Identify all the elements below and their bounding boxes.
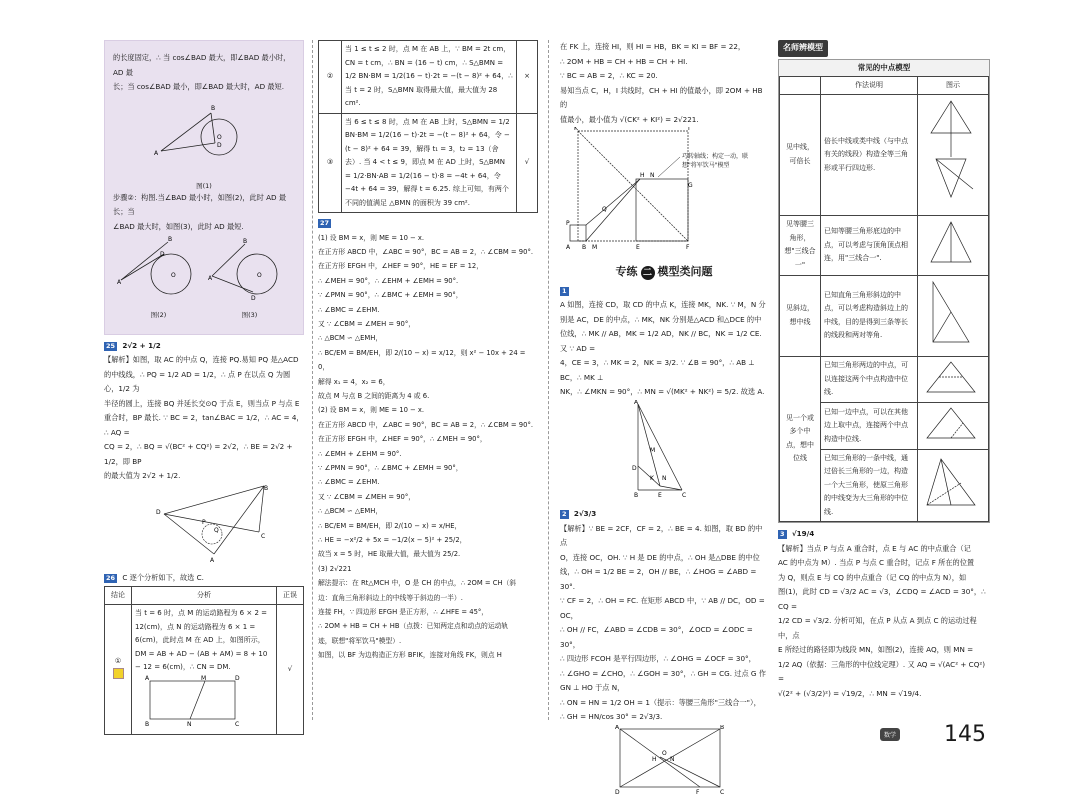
question-number: 27	[320, 219, 330, 227]
svg-text:Q: Q	[602, 206, 607, 213]
svg-text:B: B	[168, 236, 173, 243]
model-name: 见斜边，想中线	[780, 276, 821, 357]
svg-text:O: O	[171, 272, 176, 279]
text-line: ∴ ∠BMC = ∠EHM.	[318, 478, 380, 487]
table-title: 常见的中点模型	[857, 62, 911, 72]
svg-text:B: B	[634, 491, 639, 499]
svg-text:A: A	[615, 724, 620, 731]
text-line: ∵ CF = 2，∴ OH = FC. 在矩形 ABCD 中，∵ AB // DC，OD = OC，	[560, 596, 765, 620]
model-desc: 已知直角三角形斜边的中点，可以考虑构造斜边上的中线，目的是得到三条等长的线段和两对等角.	[821, 276, 918, 357]
answer: √19/4	[791, 529, 815, 538]
svg-text:B: B	[145, 720, 150, 727]
text-line: 值最小，最小值为 √(CK² + KI²) = 2√221.	[560, 114, 699, 124]
figure-note: 巧转轴线；构定一动，联想"将军饮马"模型	[682, 153, 749, 169]
column-divider	[312, 40, 313, 720]
text-line: 1/2 AQ（依据：三角形的中位线定理）. 又 AQ = √(AC² + CQ²) =	[778, 659, 986, 683]
solution-text	[560, 298, 768, 400]
note-icon	[113, 668, 124, 679]
row-mark: ×	[517, 41, 538, 114]
text-line: E 所经过的路径即为线段 MN，如图(2)，连接 AQ，则 MN =	[778, 645, 974, 654]
svg-text:D: D	[217, 141, 222, 149]
svg-text:P: P	[566, 220, 570, 227]
text-line: ∴ ∠BMC = ∠EHM.	[318, 305, 380, 314]
model-table-box	[778, 59, 990, 524]
solution-text	[560, 522, 768, 725]
text-line: ∴ △BCM ∽ △EMH，	[318, 507, 383, 516]
svg-text:E: E	[636, 244, 640, 251]
svg-text:A: A	[154, 149, 159, 157]
text-line: 在正方形 EFGH 中，∠HEF = 90°，∴ ∠MEH = 90°，	[318, 435, 487, 444]
hint-box	[104, 40, 304, 335]
row-mark: √	[277, 605, 304, 735]
text-line: NK，∴ ∠MKN = 90°，∴ MN = √(MK² + NK²) = 5/2. 故选 A.	[560, 387, 765, 396]
text-line: 边：直角三角形斜边上的中线等于斜边的一半）.	[318, 593, 463, 602]
section-number: 二	[641, 266, 655, 280]
section-title	[560, 265, 768, 280]
figure-caption: 图(1)	[196, 181, 212, 190]
table-header: 图示	[918, 76, 989, 95]
table-header: 结论	[105, 586, 132, 605]
section-label: 专练	[615, 264, 638, 278]
text-line: 故当 x = 5 时，HE 取最大值，最大值为 25/2.	[318, 550, 461, 559]
solution-text	[778, 542, 990, 702]
text-line: 的中线线，∴ PQ = 1/2 AD = 1/2，∴ 点 P 在以点 Q 为圆心，1/2 为	[104, 369, 291, 393]
svg-text:O: O	[662, 749, 667, 757]
svg-text:M: M	[650, 446, 656, 454]
text-line: ∴ BC/EM = BM/EH，即 2/(10 − x) = x/12，则 x² − 10x + 24 = 0，	[318, 348, 526, 372]
svg-text:D: D	[160, 251, 165, 258]
text-line: 【解析】当点 P 与点 A 重合时，点 E 与 AC 的中点重合（记	[778, 543, 971, 553]
text-line: 为 Q，则点 E 与 CQ 的中点重合（记 CQ 的中点为 N），如	[778, 572, 967, 582]
column-3	[560, 40, 768, 800]
solution-text	[318, 231, 538, 663]
text-line: 在 FK 上，连接 HI，则 HI = HB，BK = KI = BF = 22，	[560, 42, 746, 51]
svg-text:I: I	[688, 127, 690, 132]
svg-text:N: N	[650, 172, 655, 179]
analysis-table-continued	[318, 40, 538, 213]
text-line: ∴ HE = −x²/2 + 5x = −1/2(x − 5)² + 25/2，	[318, 536, 467, 545]
text-line: ∴ ∠MEH = 90°，∴ ∠EHM + ∠EMH = 90°.	[318, 276, 459, 285]
text-line: 4，CE = 3，∴ MK = 2，NK = 3/2. ∵ ∠B = 90°，∴ AB ⊥ BC，∴ MK ⊥	[560, 358, 755, 382]
column-divider	[548, 40, 549, 720]
table-row	[780, 356, 989, 403]
text-line: 在正方形 ABCD 中，∠ABC = 90°，BC = AB = 2，∴ ∠CBM = 90°.	[318, 420, 533, 429]
text-line: ∴ 四边形 FCOH 是平行四边形，∴ ∠OHG = ∠OCF = 30°，	[560, 654, 756, 663]
table-row	[780, 95, 989, 216]
question-2	[560, 507, 768, 800]
text-line: 1/2 CD = √3/2. 分析可知，在点 P 从点 A 到点 C 的运动过程中，点	[778, 616, 977, 640]
question-3	[778, 527, 990, 701]
text-line: 故点 M 与点 B 之间的距离为 4 或 6.	[318, 391, 430, 400]
text-line: 在正方形 ABCD 中，∠ABC = 90°，BC = AB = 2，∴ ∠CBM = 90°.	[318, 247, 533, 256]
answer: 2√2 + 1/2	[122, 340, 161, 350]
text-line: 【解析】如图，取 AC 的中点 Q，连接 PQ.易知 PQ 是△ACD	[104, 355, 299, 364]
svg-text:A: A	[566, 244, 571, 251]
svg-text:Q: Q	[214, 526, 219, 534]
figure-1	[149, 99, 259, 177]
text-line: ∴ ∠GHO = ∠CHO，∴ ∠GOH = 30°，∴ GH = CG. 过点 G 作 GN ⊥ HO 于点 N，	[560, 668, 766, 692]
svg-text:B: B	[243, 238, 248, 245]
analysis-table	[104, 586, 304, 736]
text-line: ∴ ∠EMH + ∠EHM = 90°.	[318, 449, 402, 458]
question-number: 1	[562, 286, 567, 295]
text-line: 的最大值为 2√2 + 1/2.	[104, 471, 181, 480]
model-desc: 已知一边中点，可以在其他边上取中点，连接两个中点构造中位线.	[821, 403, 918, 450]
row-text: 当 t = 6 时，点 M 的运动路程为 6 × 2 = 12(cm)，点 N 的运动路程为 6 × 1 = 6(cm)，此时点 M 在 AD 上，如图所示，DM = AB + AD − (AB + AM) = 8 + 10 − 12 = 6(cm)，∴ CN = DM.	[135, 609, 268, 671]
page-number: 145	[944, 722, 986, 747]
svg-text:H: H	[640, 172, 645, 179]
text-line: (2) 设 BM = x，则 ME = 10 − x.	[318, 406, 425, 415]
text-line: O，连接 OC，OH. ∵ H 是 DE 的中点，∴ OH 是△DBE 的中位	[560, 552, 760, 562]
table-row	[319, 41, 538, 114]
question-25	[104, 339, 304, 572]
svg-text:O: O	[257, 272, 262, 279]
svg-text:A: A	[634, 399, 639, 406]
question-number: 3	[780, 530, 785, 538]
svg-text:B: B	[211, 104, 216, 112]
figure-2	[116, 234, 201, 304]
text-line: ∴ ON = HN = 1/2 OH = 1（提示：等腰三角形"三线合一"），	[560, 697, 761, 707]
figure-q25	[104, 484, 304, 566]
text-line: ∴ OH // FC，∠ABD = ∠CDB = 30°，∠OCD = ∠ODC = 30°，	[560, 625, 753, 649]
text-line: 别是 AC，DE 的中点，∴ MK，NK 分别是△ACD 和△DCE 的中	[560, 314, 762, 324]
svg-text:F: F	[686, 244, 690, 251]
svg-text:K: K	[650, 474, 654, 482]
question-26	[104, 571, 304, 735]
text-line: 位线，∴ MK // AB，MK = 1/2 AD，NK // BC，NK = 1/2 CE. 又 ∵ AD =	[560, 329, 762, 353]
solution-text	[104, 353, 304, 484]
question-1	[560, 284, 768, 508]
hint-text: 长；当 cos∠BAD 最小，即∠BAD 最大时，AD 最短.	[113, 82, 285, 91]
figure-q1	[560, 400, 760, 502]
text-line: √(2² + (√3/2)²) = √19/2，∴ MN = √19/4.	[778, 688, 922, 698]
svg-text:P: P	[202, 518, 206, 526]
svg-text:C: C	[682, 491, 687, 499]
text-line: (1) 设 BM = x，则 ME = 10 − x.	[318, 233, 425, 242]
svg-text:D: D	[632, 464, 637, 472]
figure-3	[207, 234, 292, 304]
svg-text:A: A	[117, 279, 122, 286]
text-line: ∴ BC/EM = BM/EH，即 2/(10 − x) = x/HE，	[318, 521, 462, 530]
model-name: 见中线，可倍长	[780, 95, 821, 216]
svg-text:N: N	[187, 720, 192, 727]
svg-text:O: O	[217, 133, 222, 141]
svg-text:A: A	[208, 275, 213, 282]
text-line: ∴ GH = HN/cos 30° = 2√3/3.	[560, 712, 663, 721]
svg-text:B: B	[582, 244, 587, 251]
text-line: 解得 x₁ = 4，x₂ = 6，	[318, 377, 390, 386]
text-line: 迹，联想"将军饮马"模型）.	[318, 636, 402, 645]
model-figure	[921, 97, 981, 207]
model-desc: 已知三角形的一条中线，通过倍长三角形的一边，构造一个大三角形，使原三角形的中线变为大三角形的中位线.	[821, 449, 918, 522]
svg-text:M: M	[201, 674, 207, 682]
text-line: 又 ∵ ∠CBM = ∠MEH = 90°，	[318, 319, 416, 328]
svg-text:M: M	[592, 244, 598, 251]
table-row	[105, 605, 304, 735]
text-line: 如图，以 BF 为边构造正方形 BFIK，连接对角线 FK，则点 H	[318, 651, 502, 660]
svg-text:N: N	[670, 755, 675, 763]
text-line: 易知当点 C，H，I 共线时，CH + HI 的值最小，即 2OM + HB 的	[560, 85, 763, 109]
figure-rectangle	[135, 675, 245, 727]
svg-text:B: B	[264, 484, 269, 492]
table-row	[780, 276, 989, 357]
text-line: 连接 FH，∵ 四边形 EFGH 是正方形，∴ ∠HFE = 45°，	[318, 608, 489, 617]
text-line: AC 的中点为 M）. 当点 P 与点 C 重合时，记点 F 所在的位置	[778, 558, 975, 567]
model-name: 见一个或多个中点，想中位线	[780, 356, 821, 522]
svg-text:A: A	[210, 556, 215, 564]
figure-caption: 图(3)	[241, 310, 258, 319]
svg-text:C: C	[261, 532, 266, 540]
text-line: 解法提示：在 Rt△MCH 中，O 是 CH 的中点，∴ 2OM = CH（斜	[318, 579, 517, 588]
question-number: 25	[106, 341, 116, 350]
model-figure	[921, 359, 981, 395]
row-number: ①	[114, 656, 122, 665]
brand-logo: 数学	[880, 728, 900, 741]
model-figure	[921, 405, 981, 441]
text-line: A 如图，连接 CD，取 CD 的中点 K，连接 MK，NK. ∵ M，N 分	[560, 300, 766, 309]
hint-text: 步骤②：构图.当∠BAD 最小时，如图(2)，此时 AD 最长；当	[113, 192, 287, 216]
svg-text:D: D	[615, 788, 620, 795]
row-number: ③	[319, 113, 342, 213]
text-line: 【解析】∵ BE = 2CF，CF = 2，∴ BE = 4. 如图，取 BD 的中点	[560, 523, 763, 547]
hint-text: 的长度固定，∴ 当 cos∠BAD 最大，即∠BAD 最小时，AD 最	[113, 53, 291, 77]
text-line: 半径的圆上，连接 BQ 并延长交⊙Q 于点 E，则当点 P 与点 E	[104, 398, 300, 408]
text-line: ∴ △BCM ∽ △EMH，	[318, 334, 383, 343]
svg-text:H: H	[652, 755, 657, 763]
table-header: 正误	[277, 586, 304, 605]
table-header: 分析	[132, 586, 277, 605]
row-text: 当 1 ≤ t ≤ 2 时，点 M 在 AB 上，∵ BM = 2t cm，CN = t cm，∴ BN = (16 − t) cm，∴ S△BMN = 1/2 BN·BM = 1/2(16 − t)·2t = −(t − 8)² + 64，∴ 当 t = 2 时，S△BMN 取得最大值，最大值为 28 cm².	[342, 41, 517, 114]
svg-text:A: A	[145, 674, 150, 682]
model-desc: 已知三角形两边的中点，可以连接这两个中点构造中位线.	[821, 356, 918, 403]
figure-square-model	[560, 127, 760, 257]
text-line: ∵ BC = AB = 2，∴ KC = 20.	[560, 71, 658, 80]
hint-text: ∠BAD 最大时，如图(3)，此时 AD 最短.	[113, 221, 244, 231]
table-row	[319, 113, 538, 213]
svg-text:N: N	[662, 474, 667, 482]
text-line: 线，∴ OH = 1/2 BE = 2，OH // BE，∴ ∠HOG = ∠ABD = 30°.	[560, 567, 757, 591]
figure-q2	[560, 725, 760, 795]
table-header: 作法说明	[821, 76, 918, 95]
model-desc: 倍长中线或类中线（与中点有关的线段）构造全等三角形或平行四边形.	[821, 95, 918, 216]
column-4	[778, 40, 990, 701]
model-name: 见等腰三角形，想"三线合一"	[780, 215, 821, 276]
column-2	[318, 40, 538, 663]
model-desc: 已知等腰三角形底边的中点，可以考虑与顶角顶点相连，用"三线合一".	[821, 215, 918, 276]
model-figure	[921, 455, 981, 511]
text-line: ∵ ∠PMN = 90°，∴ ∠BMC + ∠EMH = 90°，	[318, 291, 463, 300]
svg-text:B: B	[720, 724, 725, 731]
svg-text:K: K	[574, 127, 578, 132]
text-line: ∴ 2OM + HB = CH + HB（点拨：已知两定点和动点的运动轨	[318, 622, 509, 631]
svg-text:D: D	[235, 674, 240, 682]
solution-text	[560, 40, 768, 127]
model-table	[779, 76, 989, 523]
svg-text:G: G	[688, 182, 693, 189]
table-row	[780, 215, 989, 276]
text-line: ∵ ∠PMN = 90°，∴ ∠BMC + ∠EMH = 90°，	[318, 464, 463, 472]
model-tag: 名师辨模型	[778, 40, 828, 57]
figure-caption: 图(2)	[150, 310, 167, 319]
text-line: (3) 2√221	[318, 564, 352, 573]
svg-text:C: C	[235, 720, 240, 727]
question-27	[318, 216, 538, 663]
text-line: 重合时，BP 最长. ∵ BC = 2，tan∠BAC = 1/2，∴ AC = 4，∴ AQ =	[104, 413, 304, 437]
svg-text:D: D	[156, 508, 161, 516]
row-number: ②	[319, 41, 342, 114]
column-1	[104, 40, 304, 735]
answer: C 逐个分析如下，故选 C.	[122, 573, 204, 582]
svg-text:D: D	[251, 295, 256, 302]
row-text: 当 6 ≤ t ≤ 8 时，点 M 在 AB 上时，S△BMN = 1/2 BN·BM = 1/2(16 − t)·2t = −(t − 8)² + 64，令 −(t − 8)² + 64 = 39，解得 t₁ = 3，t₂ = 13（舍去）. 当 4 < t ≤ 9，即点 M 在 AD 上时，S△BMN = 1/2·BN·AB = 1/2(16 − t)·8 = −4t + 64，令 −4t + 64 = 39，解得 t = 6.25. 综上可知，有两个不同的值满足 △BMN 的面积为 39 cm².	[342, 113, 517, 213]
svg-text:C: C	[720, 788, 725, 795]
text-line: 在正方形 EFGH 中，∠HEF = 90°，HE = EF = 12，	[318, 262, 484, 271]
answer: 2√3/3	[573, 509, 597, 518]
text-line: 又 ∵ ∠CBM = ∠MEH = 90°，	[318, 492, 416, 501]
svg-text:E: E	[658, 491, 662, 499]
model-figure	[921, 278, 981, 348]
question-number: 2	[562, 510, 567, 518]
section-name: 模型类问题	[657, 264, 713, 278]
svg-text:F: F	[696, 788, 700, 795]
text-line: 图(1)，此时 CD = √3/2 AC = √3，∠CDQ = ∠ACD = 30°，∴ CQ =	[778, 587, 986, 611]
text-line: CQ = 2，∴ BQ = √(BC² + CQ²) = 2√2，∴ BE = 2√2 + 1/2，即 BP	[104, 442, 293, 466]
question-number: 26	[106, 574, 116, 582]
model-figure	[921, 218, 981, 268]
row-mark: √	[517, 113, 538, 213]
text-line: ∴ 2OM + HB = CH + HB = CH + HI.	[560, 56, 688, 66]
